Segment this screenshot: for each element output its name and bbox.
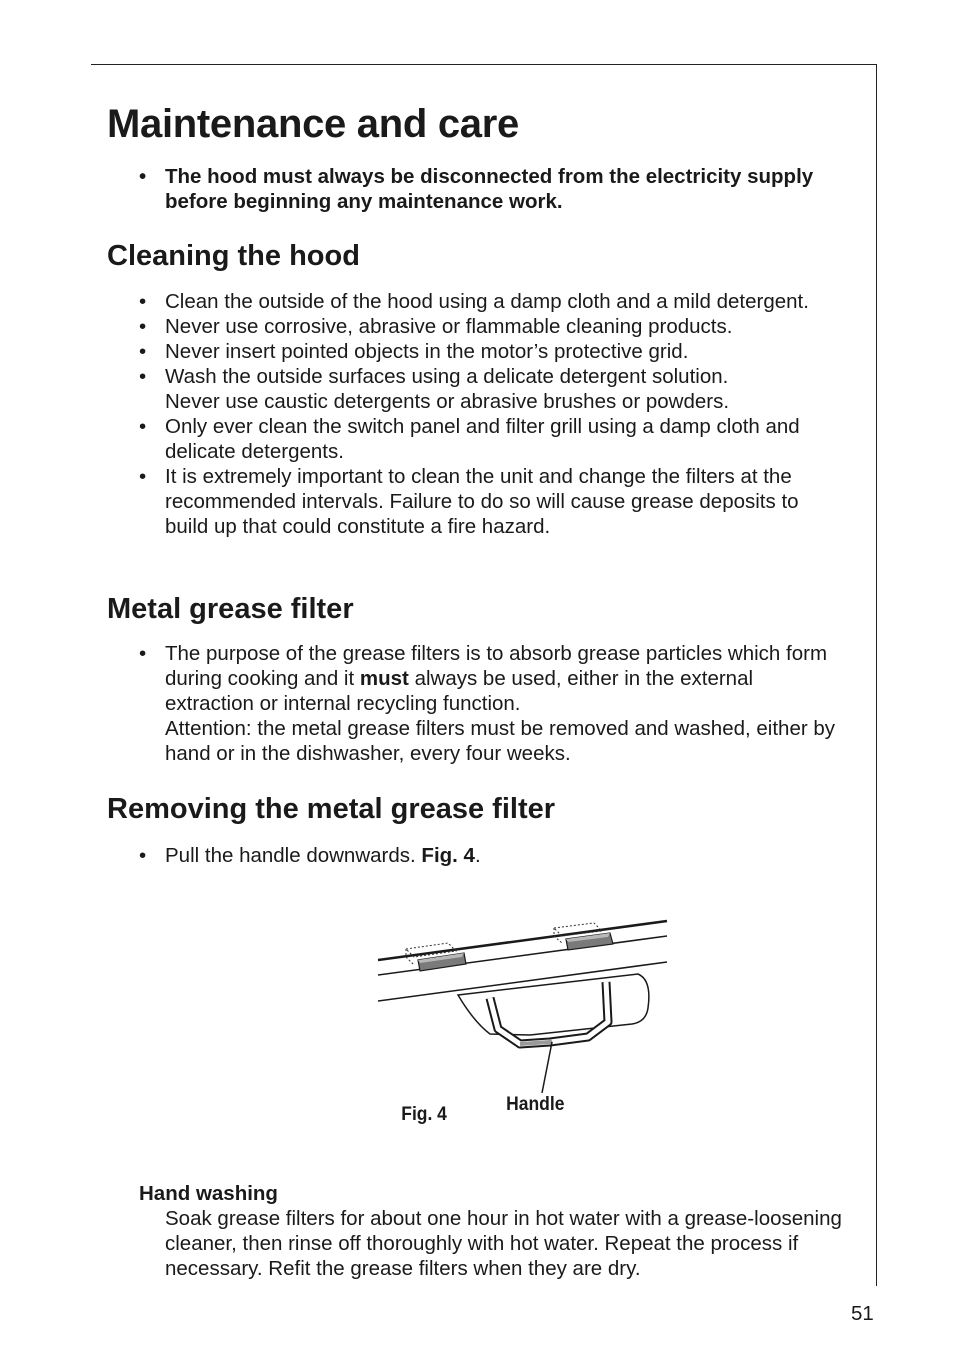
cleaning-item: • Only ever clean the switch panel and filter grill using a damp cloth and delicate detergents. — [137, 414, 837, 464]
cleaning-item — [137, 364, 837, 414]
metal-filter-purpose: • The purpose of the grease filters is to absorb grease particles which form during cooking and it must always be used, either in the external extraction or internal recycling function. — [165, 642, 828, 715]
removing-item: • Pull the handle downwards. Fig. 4. — [137, 843, 857, 868]
handle-pointer-line — [542, 1042, 552, 1093]
cleaning-item: • Never insert pointed objects in the motor’s protective grid. — [137, 339, 837, 364]
metal-filter-heading: Metal grease filter — [107, 593, 354, 625]
cleaning-list — [137, 289, 837, 539]
filter-frame — [458, 974, 649, 1035]
removing-heading: Removing the metal grease filter — [107, 793, 556, 825]
removing-list — [137, 843, 857, 868]
cleaning-item-line: • Wash the outside surfaces using a delicate detergent solution. — [165, 365, 729, 388]
panel-edge-line — [378, 921, 667, 960]
hand-washing-text: Soak grease filters for about one hour in hot water with a grease-loosening cleaner, then rinse off thoroughly with hot water. Repeat the process if necessary. Refit the grease filters when they are dry. — [165, 1207, 842, 1280]
cleaning-item: • Never use corrosive, abrasive or flammable cleaning products. — [137, 314, 837, 339]
metal-filter-attention: Attention: the metal grease filters must be removed and washed, either by hand or in the dishwasher, every four weeks. — [165, 717, 836, 765]
top-rule — [91, 64, 877, 65]
cleaning-item-line: Never use caustic detergents or abrasive brushes or powders. — [165, 390, 730, 413]
right-rule — [876, 64, 877, 1286]
warning-list — [137, 164, 817, 214]
cleaning-item: • Clean the outside of the hood using a damp cloth and a mild detergent. — [137, 289, 837, 314]
metal-filter-item — [137, 641, 847, 766]
cleaning-item: • It is extremely important to clean the unit and change the filters at the recommended intervals. Failure to do so will cause grease deposits to build up that could constitute a fire hazard. — [137, 464, 837, 539]
cleaning-heading: Cleaning the hood — [107, 240, 360, 272]
figure-4 — [370, 910, 680, 1130]
hood-illustration — [370, 910, 680, 1130]
handle-label: Handle — [506, 1092, 565, 1115]
figure-label: Fig. 4 — [401, 1102, 447, 1125]
warning-item: • The hood must always be disconnected from the electricity supply before beginning any maintenance work. — [137, 164, 817, 214]
page-number: 51 — [851, 1302, 874, 1325]
metal-filter-list — [137, 641, 847, 766]
page-title: Maintenance and care — [107, 102, 519, 146]
hand-washing-heading: Hand washing — [139, 1182, 278, 1205]
